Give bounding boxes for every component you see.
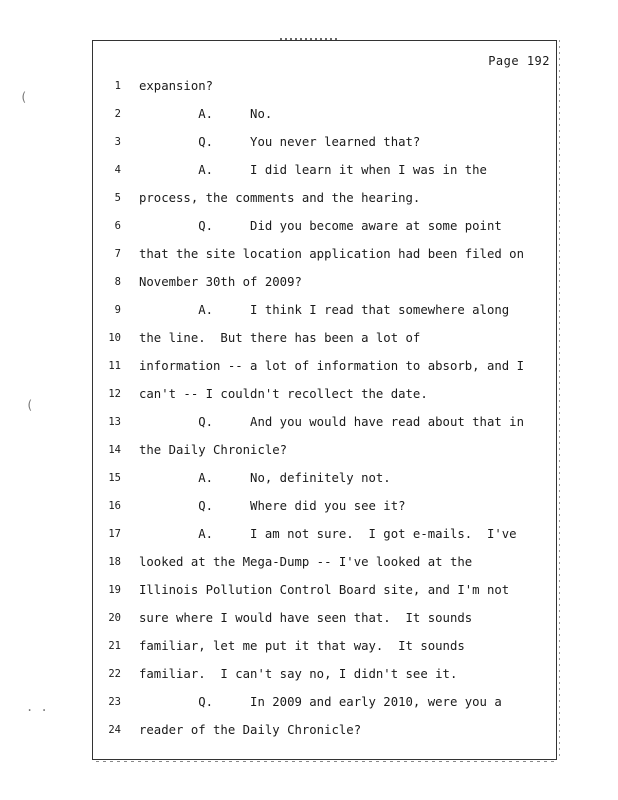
line-text: familiar. I can't say no, I didn't see it. [139, 667, 458, 681]
line-text: A. I think I read that somewhere along [139, 303, 510, 317]
line-text: Q. Did you become aware at some point [139, 219, 502, 233]
transcript-line [93, 216, 556, 236]
line-number: 4 [114, 164, 121, 176]
line-text: looked at the Mega-Dump -- I've looked at the [139, 555, 473, 569]
line-number: 22 [108, 668, 121, 680]
line-number: 20 [108, 612, 121, 624]
transcript-line [93, 440, 556, 460]
line-number: 14 [108, 444, 121, 456]
line-number: 21 [108, 640, 121, 652]
line-number: 5 [114, 192, 121, 204]
line-number: 24 [108, 724, 121, 736]
line-text: expansion? [139, 79, 214, 93]
margin-mark: ( [26, 398, 34, 412]
line-text: A. I did learn it when I was in the [139, 163, 487, 177]
line-text: A. I am not sure. I got e-mails. I've [139, 527, 517, 541]
line-text: can't -- I couldn't recollect the date. [139, 387, 428, 401]
line-text: Q. In 2009 and early 2010, were you a [139, 695, 502, 709]
scan-artifact-bottom [96, 761, 556, 762]
transcript-line [93, 580, 556, 600]
transcript-line [93, 692, 556, 712]
line-number: 17 [108, 528, 121, 540]
transcript-line [93, 384, 556, 404]
line-text: Q. Where did you see it? [139, 499, 406, 513]
transcript-line [93, 244, 556, 264]
line-text: A. No, definitely not. [139, 471, 391, 485]
transcript-line [93, 356, 556, 376]
transcript-line [93, 328, 556, 348]
margin-mark: . . [26, 700, 48, 714]
line-text: the line. But there has been a lot of [139, 331, 421, 345]
transcript-line [93, 132, 556, 152]
line-text: process, the comments and the hearing. [139, 191, 421, 205]
line-number: 11 [108, 360, 121, 372]
margin-mark: ( [20, 90, 28, 104]
line-number: 16 [108, 500, 121, 512]
transcript-line [93, 412, 556, 432]
line-number: 7 [114, 248, 121, 260]
line-number: 8 [114, 276, 121, 288]
transcript-line [93, 552, 556, 572]
line-number: 12 [108, 388, 121, 400]
line-number: 9 [114, 304, 121, 316]
transcript-line [93, 664, 556, 684]
line-text: Q. You never learned that? [139, 135, 421, 149]
page-number: Page 192 [488, 54, 550, 68]
line-number: 10 [108, 332, 121, 344]
line-number: 15 [108, 472, 121, 484]
transcript-line [93, 524, 556, 544]
transcript-line [93, 300, 556, 320]
line-text: reader of the Daily Chronicle? [139, 723, 362, 737]
transcript-line [93, 272, 556, 292]
line-number: 6 [114, 220, 121, 232]
transcript-page [92, 40, 557, 760]
transcript-line [93, 188, 556, 208]
line-text: the Daily Chronicle? [139, 443, 288, 457]
line-number: 3 [114, 136, 121, 148]
line-number: 1 [114, 80, 121, 92]
transcript-line [93, 468, 556, 488]
transcript-line [93, 496, 556, 516]
transcript-line [93, 636, 556, 656]
line-text: that the site location application had been filed on [139, 247, 524, 261]
line-text: sure where I would have seen that. It sounds [139, 611, 473, 625]
line-text: Illinois Pollution Control Board site, and I'm not [139, 583, 510, 597]
transcript-line [93, 720, 556, 740]
transcript-line [93, 608, 556, 628]
scan-artifact-right [559, 40, 560, 760]
line-number: 2 [114, 108, 121, 120]
line-text: November 30th of 2009? [139, 275, 302, 289]
transcript-line [93, 160, 556, 180]
line-number: 13 [108, 416, 121, 428]
line-number: 23 [108, 696, 121, 708]
transcript-line [93, 76, 556, 96]
line-text: A. No. [139, 107, 273, 121]
transcript-line [93, 104, 556, 124]
line-number: 18 [108, 556, 121, 568]
line-number: 19 [108, 584, 121, 596]
line-text: information -- a lot of information to absorb, and I [139, 359, 524, 373]
line-text: familiar, let me put it that way. It sounds [139, 639, 465, 653]
line-text: Q. And you would have read about that in [139, 415, 524, 429]
